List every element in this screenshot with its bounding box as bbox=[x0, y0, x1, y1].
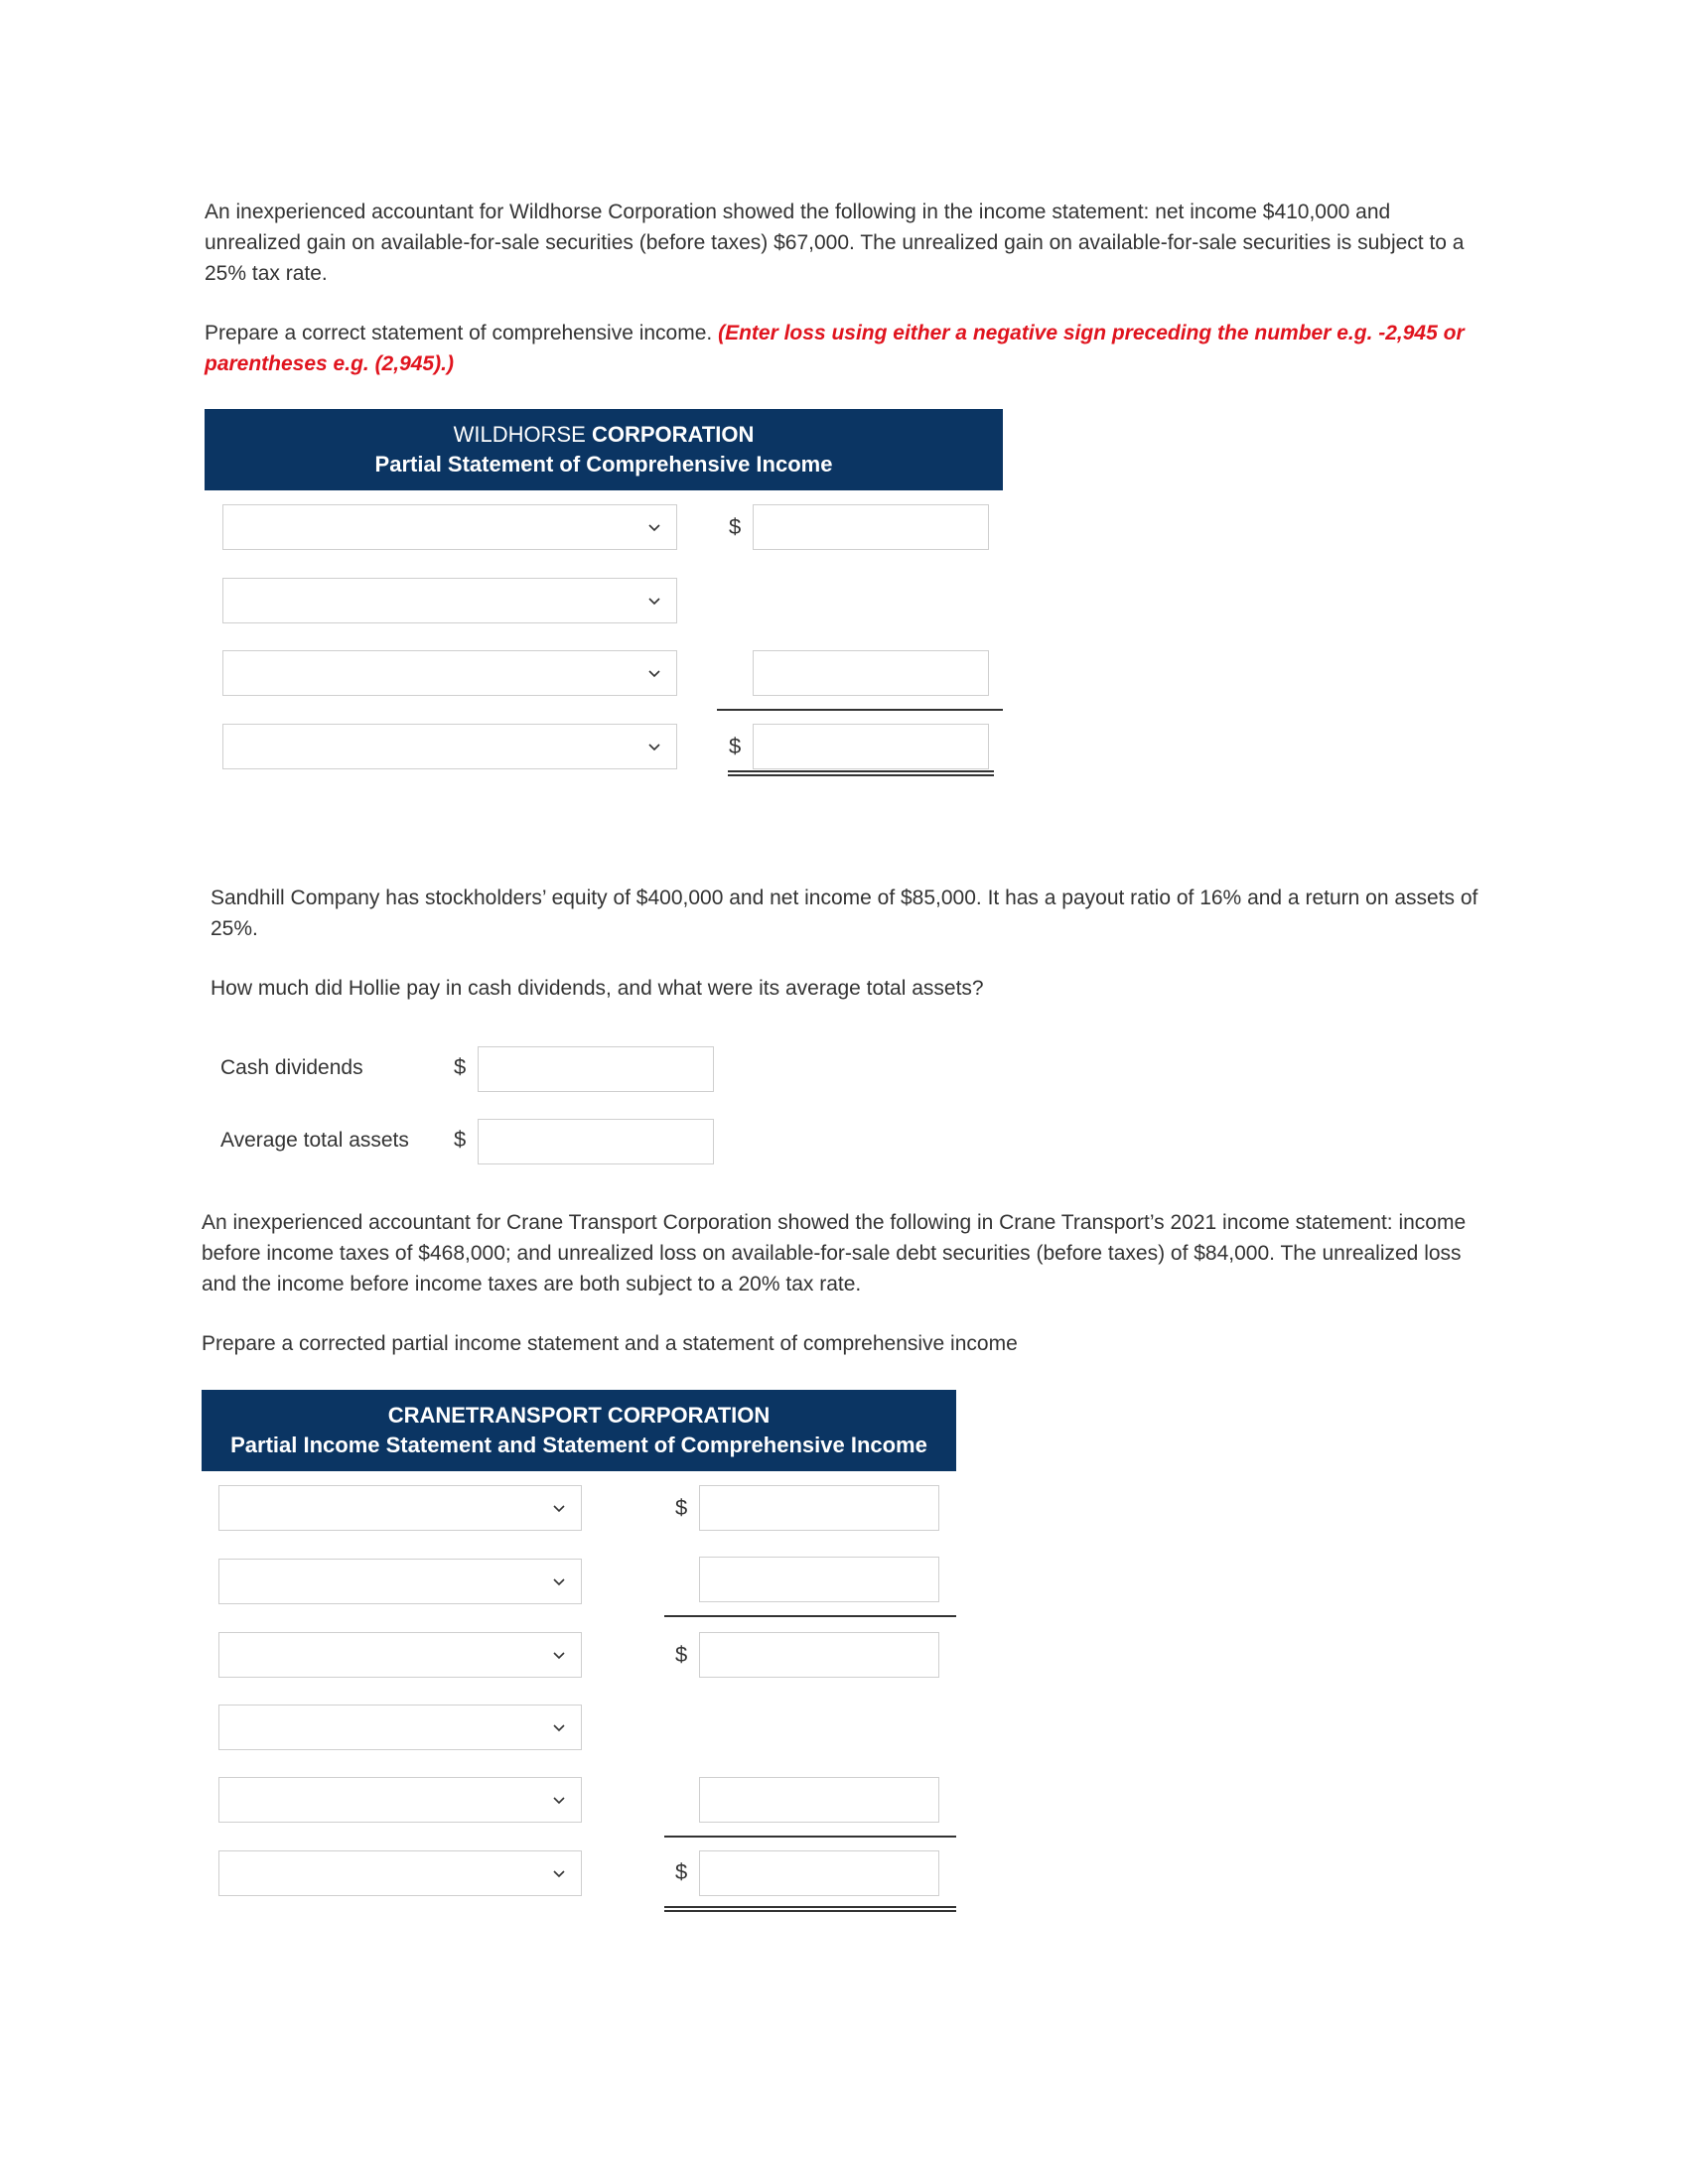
average-total-assets-dollar: $ bbox=[454, 1127, 467, 1152]
q1-row4-dollar: $ bbox=[729, 734, 742, 758]
q3-subtotal-rule-2 bbox=[664, 1836, 956, 1838]
wildhorse-company-name-b: CORPORATION bbox=[592, 422, 755, 447]
q2-question: How much did Hollie pay in cash dividends, and what were its average total assets? bbox=[211, 977, 984, 1000]
chevron-down-icon bbox=[551, 1792, 567, 1808]
cash-dividends-input[interactable] bbox=[478, 1046, 714, 1092]
crane-statement-header bbox=[202, 1390, 956, 1471]
average-total-assets-input[interactable] bbox=[478, 1119, 714, 1164]
q1-row1-dollar: $ bbox=[729, 514, 742, 539]
q2-intro: Sandhill Company has stockholders’ equity of $400,000 and net income of $85,000. It has a payout ratio of 16% and a return on assets of 25%. bbox=[211, 887, 1478, 940]
q3-row4-select[interactable] bbox=[218, 1705, 582, 1750]
q1-total-double-rule bbox=[728, 770, 994, 776]
q1-row1-select[interactable] bbox=[222, 504, 677, 550]
crane-company-name: CRANETRANSPORT CORPORATION bbox=[387, 1403, 771, 1428]
chevron-down-icon bbox=[551, 1573, 567, 1589]
cash-dividends-label: Cash dividends bbox=[220, 1056, 363, 1079]
q3-row5-amount-input[interactable] bbox=[699, 1777, 939, 1823]
q3-instruction: Prepare a corrected partial income statement and a statement of comprehensive income bbox=[202, 1332, 1018, 1355]
q1-intro: An inexperienced accountant for Wildhorse Corporation showed the following in the income statement: net income $410,000 and unrealized gain on available-for-sale securities (before taxes) $67,000. The unrealized gain on available-for-sale securities is subject to a 25% tax rate. bbox=[205, 201, 1465, 285]
q1-row3-amount-input[interactable] bbox=[753, 650, 989, 696]
q1-subtotal-rule bbox=[717, 709, 1003, 711]
q3-intro: An inexperienced accountant for Crane Transport Corporation showed the following in Crane Transport’s 2021 income statement: income before income taxes of $468,000; and unrealized loss on available-for-sale debt securities (before taxes) of $84,000. The unrealized loss and the income before income taxes are both subject to a 20% tax rate. bbox=[202, 1211, 1467, 1296]
q1-row4-select[interactable] bbox=[222, 724, 677, 769]
wildhorse-company-name-a: WILDHORSE bbox=[453, 422, 586, 447]
chevron-down-icon bbox=[646, 519, 662, 535]
crane-statement-title: Partial Income Statement and Statement of Comprehensive Income bbox=[230, 1433, 927, 1457]
q3-row3-amount-input[interactable] bbox=[699, 1632, 939, 1678]
chevron-down-icon bbox=[646, 739, 662, 754]
chevron-down-icon bbox=[551, 1647, 567, 1663]
q1-instruction-note: (Enter loss using either a negative sign preceding the number e.g. -2,945 or parentheses e.g. (2,945).) bbox=[205, 322, 1465, 375]
wildhorse-statement-title: Partial Statement of Comprehensive Income bbox=[374, 452, 833, 477]
chevron-down-icon bbox=[646, 593, 662, 609]
q3-row3-select[interactable] bbox=[218, 1632, 582, 1678]
wildhorse-statement-header bbox=[205, 409, 1003, 490]
q1-instruction-text: Prepare a correct statement of comprehensive income. bbox=[205, 322, 713, 344]
q3-row1-amount-input[interactable] bbox=[699, 1485, 939, 1531]
chevron-down-icon bbox=[551, 1500, 567, 1516]
q3-row3-dollar: $ bbox=[675, 1642, 688, 1667]
wildhorse-company-name bbox=[205, 420, 1003, 450]
q3-row2-select[interactable] bbox=[218, 1559, 582, 1604]
q3-row1-select[interactable] bbox=[218, 1485, 582, 1531]
q3-row2-amount-input[interactable] bbox=[699, 1557, 939, 1602]
chevron-down-icon bbox=[551, 1719, 567, 1735]
q3-row6-select[interactable] bbox=[218, 1850, 582, 1896]
chevron-down-icon bbox=[551, 1865, 567, 1881]
q3-row6-amount-input[interactable] bbox=[699, 1850, 939, 1896]
q3-row5-select[interactable] bbox=[218, 1777, 582, 1823]
q1-row1-amount-input[interactable] bbox=[753, 504, 989, 550]
q1-row2-select[interactable] bbox=[222, 578, 677, 623]
average-total-assets-label: Average total assets bbox=[220, 1129, 409, 1152]
q1-row3-select[interactable] bbox=[222, 650, 677, 696]
q1-instruction bbox=[205, 318, 1485, 379]
q3-subtotal-rule-1 bbox=[664, 1615, 956, 1617]
q3-row1-dollar: $ bbox=[675, 1495, 688, 1520]
q1-row4-amount-input[interactable] bbox=[753, 724, 989, 769]
chevron-down-icon bbox=[646, 665, 662, 681]
q3-row6-dollar: $ bbox=[675, 1859, 688, 1884]
q3-total-double-rule bbox=[664, 1906, 956, 1912]
cash-dividends-dollar: $ bbox=[454, 1054, 467, 1079]
